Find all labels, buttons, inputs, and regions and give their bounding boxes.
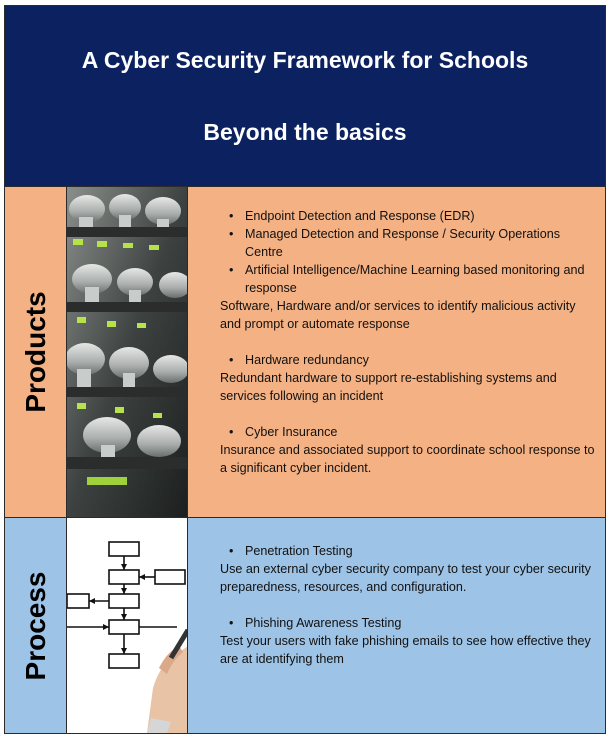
page-subtitle: Beyond the basics (203, 119, 407, 145)
header-banner (5, 6, 605, 187)
process-content (220, 542, 600, 668)
redundancy-description: Redundant hardware to support re-establishing systems and services following an incident (220, 371, 557, 403)
page-title: A Cyber Security Framework for Schools (81, 47, 529, 73)
process-label: Process (19, 571, 51, 680)
process-row (5, 518, 605, 733)
list-item: • Artificial Intelligence/Machine Learning based monitoring and response (220, 261, 600, 297)
products-items-description: Software, Hardware and/or services to identify malicious activity and prompt or automate response (220, 299, 576, 331)
phishing-description: Test your users with fake phishing emails to see how effective they are at identifying them (220, 634, 591, 666)
pentest-description: Use an external cyber security company to test your cyber security preparedness, resources, and configuration. (220, 562, 591, 594)
list-item: • Cyber Insurance (220, 423, 600, 441)
products-label: Products (19, 291, 51, 413)
insurance-description: Insurance and associated support to coordinate school response to a significant cyber incident. (220, 443, 595, 475)
products-label-cell (5, 187, 67, 517)
list-item: • Endpoint Detection and Response (EDR) (220, 207, 600, 225)
network-cables-photo (67, 187, 188, 517)
products-row (5, 187, 605, 518)
list-item: • Hardware redundancy (220, 351, 600, 369)
products-content (220, 207, 600, 477)
flowchart-hand-drawing-photo (67, 518, 188, 733)
network-cables-icon (67, 187, 188, 517)
flowchart-icon (67, 518, 188, 733)
process-label-cell (5, 518, 67, 733)
list-item: • Penetration Testing (220, 542, 600, 560)
list-item: • Phishing Awareness Testing (220, 614, 600, 632)
list-item: • Managed Detection and Response / Security Operations Centre (220, 225, 600, 261)
framework-table (4, 5, 606, 734)
